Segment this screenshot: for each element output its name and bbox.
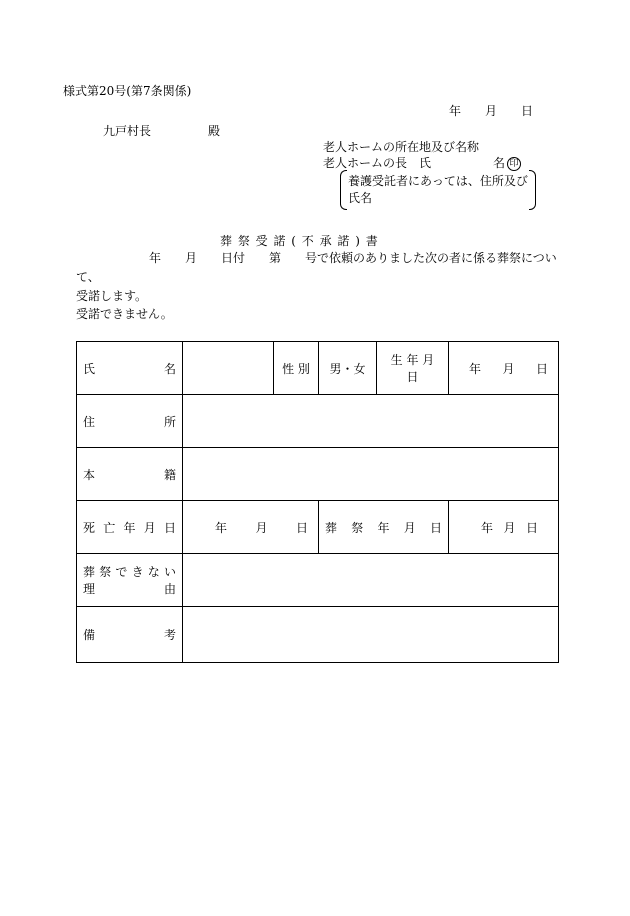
label-char: 氏 — [83, 361, 96, 376]
address-label — [83, 413, 176, 430]
label-char: 住 — [83, 414, 96, 429]
funeral-date-parts — [455, 519, 552, 536]
sender-name-char — [493, 156, 521, 171]
reason-label-cell — [77, 554, 183, 607]
row-name — [77, 342, 559, 395]
reason-value[interactable] — [183, 554, 559, 607]
honseki-label-cell — [77, 448, 183, 501]
label-char: 理 — [83, 582, 96, 596]
reason-label-line2 — [83, 580, 176, 597]
remarks-label — [83, 626, 176, 643]
name-label-cell — [77, 342, 183, 395]
honseki-value[interactable] — [183, 448, 559, 501]
info-table — [76, 341, 559, 663]
label-char: 本 — [83, 467, 96, 482]
name-value[interactable] — [183, 342, 274, 395]
label-char: 由 — [163, 582, 176, 596]
reason-label-line1 — [83, 563, 176, 580]
row-honseki — [77, 448, 559, 501]
bracket-line2: 氏名 — [348, 191, 373, 205]
label-char: 月 — [403, 520, 416, 535]
gender-value[interactable]: 男・女 — [319, 342, 377, 395]
funeral-label-cell — [319, 501, 449, 554]
birth-date-parts — [455, 360, 552, 377]
label-char: 葬 — [325, 520, 338, 535]
year-char: 年 — [481, 520, 494, 535]
month-char: 月 — [503, 520, 516, 535]
option-reject: 受諾できません。 — [76, 307, 173, 321]
row-remarks — [77, 607, 559, 663]
label-char: 月 — [143, 520, 156, 535]
day-char: 日 — [295, 520, 308, 535]
body-line1: 年 月 日付 第 号で依頼のありました次の者に係る葬祭につい — [149, 251, 557, 265]
funeral-label — [325, 519, 442, 536]
label-char: 亡 — [103, 520, 116, 535]
honseki-label — [83, 466, 176, 483]
name-label — [83, 360, 176, 377]
issue-date: 年 月 日 — [449, 104, 534, 118]
day-char: 日 — [525, 520, 538, 535]
label-char: 祭 — [99, 565, 112, 579]
funeral-value[interactable] — [449, 501, 559, 554]
label-char: い — [163, 565, 176, 579]
gender-label: 性 別 — [274, 342, 319, 395]
label-char: 備 — [83, 628, 96, 642]
row-reason — [77, 554, 559, 607]
form-number: 様式第20号(第7条関係) — [63, 84, 192, 98]
death-label-cell — [77, 501, 183, 554]
name-char: 名 — [493, 156, 506, 170]
label-char: 籍 — [163, 467, 176, 482]
sender-head: 老人ホームの長 氏 — [323, 156, 432, 170]
row-address — [77, 395, 559, 448]
document-title: 葬 祭 受 諾 ( 不 承 諾 ) 書 — [220, 234, 379, 248]
label-char: 考 — [163, 628, 176, 642]
label-char: 所 — [163, 414, 176, 429]
row-dates — [77, 501, 559, 554]
year-char: 年 — [215, 520, 228, 535]
seal-icon: 印 — [507, 157, 521, 171]
address-label-cell — [77, 395, 183, 448]
year-char: 年 — [469, 361, 482, 376]
month-char: 月 — [255, 520, 268, 535]
option-accept: 受諾します。 — [76, 289, 148, 303]
body-line1-wrap: て、 — [76, 270, 100, 284]
label-char: な — [147, 565, 160, 579]
note-bracket — [340, 170, 536, 210]
label-char: 葬 — [83, 565, 96, 579]
label-char: で — [115, 565, 128, 579]
birth-value[interactable] — [449, 342, 559, 395]
month-char: 月 — [502, 361, 515, 376]
bracket-line1: 養護受託者にあっては、住所及び — [348, 174, 528, 188]
death-date-parts — [189, 519, 312, 536]
birth-label: 生 年 月 日 — [377, 342, 449, 395]
day-char: 日 — [535, 361, 548, 376]
remarks-label-cell — [77, 607, 183, 663]
label-char: 祭 — [351, 520, 364, 535]
label-char: 年 — [123, 520, 136, 535]
sender-address: 老人ホームの所在地及び名称 — [323, 140, 480, 154]
addressee: 九戸村長 — [103, 124, 152, 138]
death-label — [83, 519, 176, 536]
bracket-left — [340, 170, 347, 210]
label-char: き — [131, 565, 144, 579]
label-char: 名 — [163, 361, 176, 376]
label-char: 年 — [377, 520, 390, 535]
bracket-right — [529, 170, 536, 210]
label-char: 死 — [83, 520, 96, 535]
label-char: 日 — [163, 520, 176, 535]
honorific: 殿 — [208, 124, 221, 138]
label-char: 日 — [429, 520, 442, 535]
address-value[interactable] — [183, 395, 559, 448]
death-value[interactable] — [183, 501, 319, 554]
remarks-value[interactable] — [183, 607, 559, 663]
